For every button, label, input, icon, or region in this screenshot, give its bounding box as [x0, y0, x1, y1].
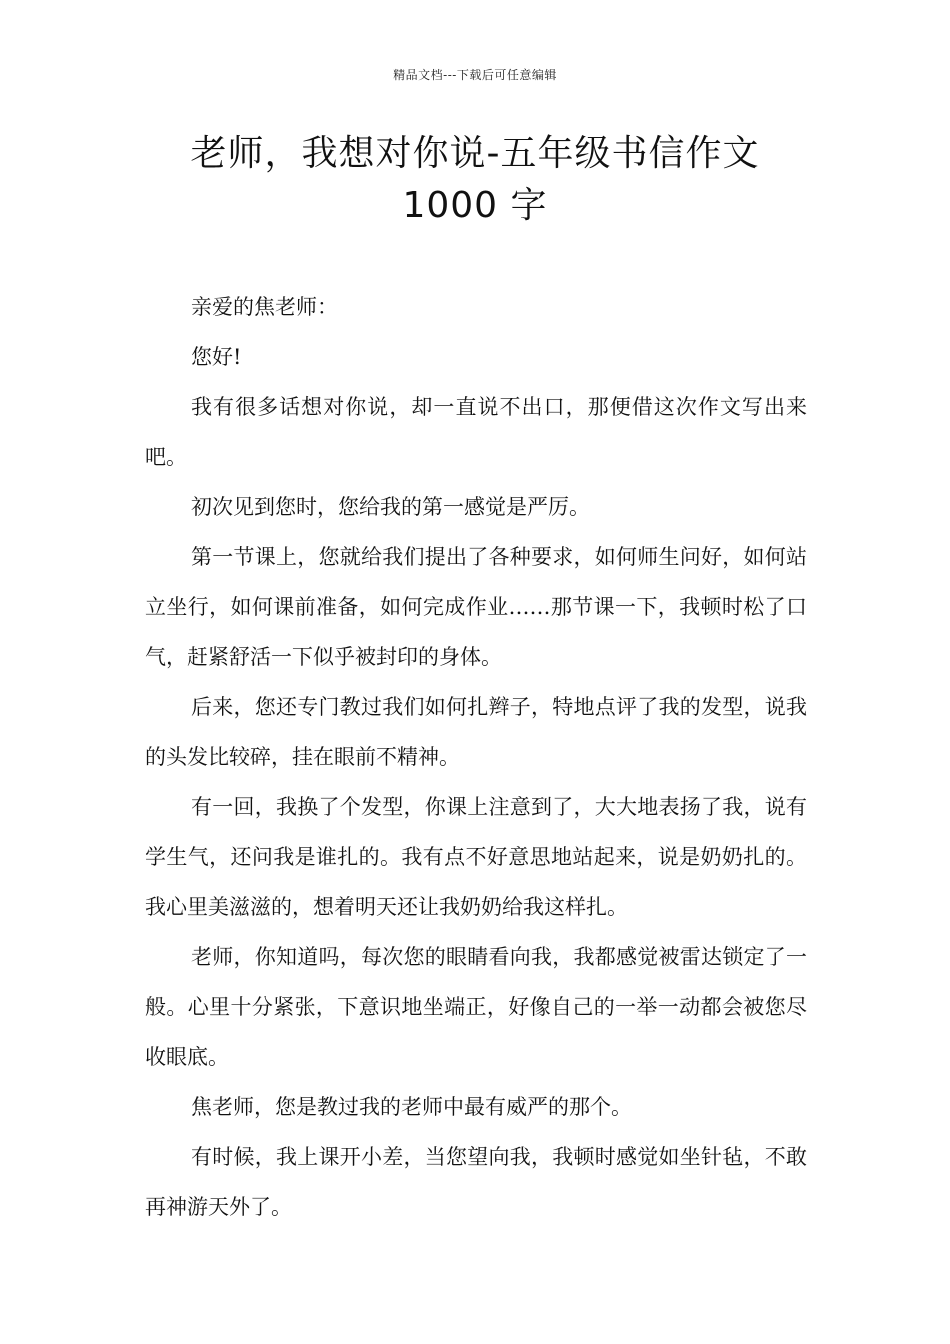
paragraph: 焦老师，您是教过我的老师中最有威严的那个。 — [191, 1095, 632, 1119]
paragraph: 第一节课上，您就给我们提出了各种要求，如何师生问好，如何站立坐行，如何课前准备，如何完成作业……那节课一下，我顿时松了口气，赶紧舒活一下似乎被封印的身体。 — [145, 545, 807, 669]
document-title — [120, 128, 830, 232]
paragraph: 后来，您还专门教过我们如何扎辫子，特地点评了我的发型，说我的头发比较碎，挂在眼前不精神。 — [145, 695, 807, 769]
paragraph: 有一回，我换了个发型，你课上注意到了，大大地表扬了我，说有学生气，还问我是谁扎的。我有点不好意思地站起来，说是奶奶扎的。我心里美滋滋的，想着明天还让我奶奶给我这样扎。 — [145, 795, 807, 919]
greeting: 您好! — [191, 345, 242, 369]
paragraph: 老师，你知道吗，每次您的眼睛看向我，我都感觉被雷达锁定了一般。心里十分紧张，下意识地坐端正，好像自己的一举一动都会被您尽收眼底。 — [145, 945, 807, 1069]
paragraph: 有时候，我上课开小差，当您望向我，我顿时感觉如坐针毡，不敢再神游天外了。 — [145, 1145, 807, 1219]
letter-body — [145, 282, 807, 1232]
salutation: 亲爱的焦老师： — [191, 295, 338, 319]
title-line-2: 1000 字 — [402, 185, 548, 226]
paragraph: 我有很多话想对你说，却一直说不出口，那便借这次作文写出来吧。 — [145, 395, 807, 469]
header-note: 精品文档---下载后可任意编辑 — [393, 68, 557, 82]
paragraph: 初次见到您时，您给我的第一感觉是严厉。 — [191, 495, 590, 519]
title-line-1: 老师，我想对你说-五年级书信作文 — [190, 133, 760, 174]
